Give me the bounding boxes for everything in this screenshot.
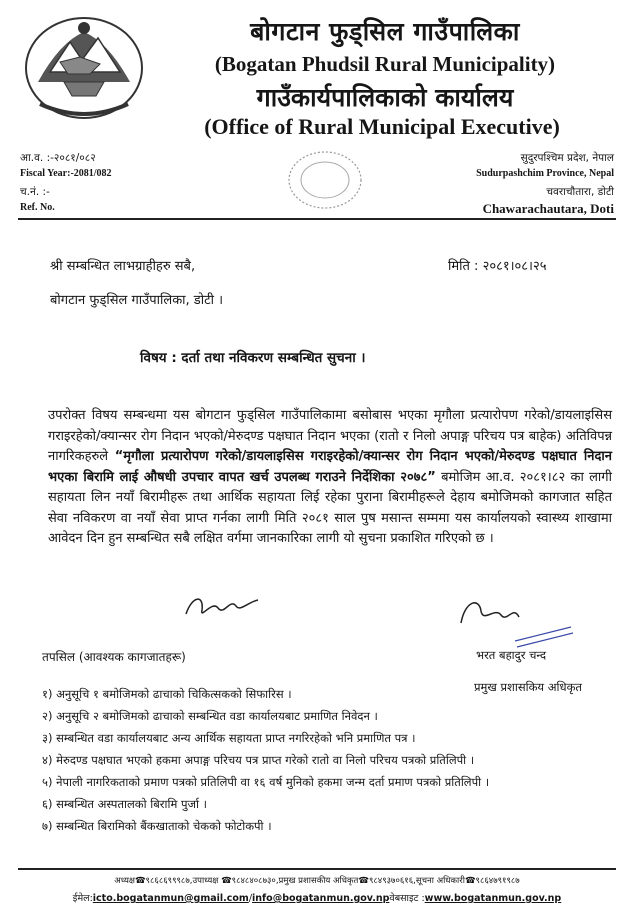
website-label: वेबसाइट : — [389, 893, 425, 904]
municipality-name-english: (Bogatan Phudsil Rural Municipality) — [214, 52, 556, 76]
list-item: १) अनुसूचि १ बमोजिमको ढाचाको चिकित्सकको सिफारिस । — [42, 687, 292, 701]
footer-contacts — [18, 891, 616, 904]
list-item: ४) मेरुदण्ड पक्षघात भएको हकमा अपाङ्ग परिचय पत्र प्राप्त गरेको रातो वा निलो परिचय पत्रको प्रतिलिपी । — [42, 753, 475, 767]
municipality-name-nepali: बोगटान फुड्सिल गाउँपालिका — [250, 17, 520, 46]
signatory-title: प्रमुख प्रशासकिय अधिकृत — [474, 680, 582, 694]
footer-phone-numbers: अध्यक्ष☎९८६८६९९९८७,उपाध्यक्ष ☎९८४८४०८७३०,प्रमुख प्रशासकीय अधिकृत☎९८४९३७०६१६,सूचना अधिकारी☎९८६४७९१९८७ — [114, 876, 520, 886]
addressee-line-1: श्री सम्बन्धित लाभग्राहीहरु सबै, — [50, 259, 196, 274]
footer-divider — [18, 868, 616, 870]
list-item: ३) सम्बन्धित वडा कार्यालयबाट अन्य आर्थिक सहायता प्राप्त नगरिरहेको भनि प्रमाणित पत्र । — [42, 731, 416, 745]
fiscal-year-nepali: आ.व. :-२०८१/०८२ — [20, 152, 96, 164]
handwritten-signature-left — [178, 590, 268, 624]
letter-date: मिति : २०८१।०८।२५ — [448, 259, 547, 274]
email-link-icto[interactable]: icto.bogatanmun@gmail.com — [92, 893, 249, 904]
addressee-line-2: बोगटान फुड्सिल गाउँपालिका, डोटी । — [50, 293, 224, 308]
nepal-emblem-logo — [20, 12, 148, 122]
body-text-instructions: बमोजिम आ.व. २०८१।८२ का लागी सहायता लिन नयाँ बिरामीहरू तथा आर्थिक सहायता लिई रहेका पुराना बिरामीहरूले देहाय बमोजिमको कागजात सहित सेवा नविकरण वा नयाँ सेवा प्राप्त गर्नका लागी मिति २०८१ साल पुष मसान्त सम्ममा यस कार्यालयको स्वास्थ्य शाखामा आवेदन दिन हुन सम्बन्धित सबै लक्षित वर्गमा जानकारिका लागी यो सुचना प्रकाशित गरिएको छ । — [48, 469, 612, 546]
list-item: २) अनुसूचि २ बमोजिमको ढाचाको सम्बन्धित वडा कार्यालयबाट प्रमाणित निवेदन । — [42, 709, 378, 723]
ref-no-nepali: च.नं. :- — [20, 186, 50, 198]
fiscal-year-english: Fiscal Year:-2081/082 — [20, 168, 112, 179]
place-nepali: चवराचौतारा, डोटी — [546, 186, 614, 198]
annex-title: तपसिल (आवश्यक कागजातहरू) — [42, 650, 186, 664]
list-item: ६) सम्बन्धित अस्पतालको बिरामि पुर्जा । — [42, 797, 208, 811]
email-label: ईमेल: — [72, 893, 93, 904]
place-english: Chawarachautara, Doti — [482, 201, 614, 216]
list-item: ७) सम्बन्धित बिरामिको बैंकखाताको चेकको फोटोकपी । — [42, 819, 272, 833]
list-item: ५) नेपाली नागरिकताको प्रमाण पत्रको प्रतिलिपी वा १६ वर्ष मुनिको हकमा जन्म दर्ता प्रमाण पत्रको प्रतिलिपी । — [42, 775, 490, 789]
body-text-intro: उपरोक्त विषय सम्बन्धमा यस बोगटान फुड्सिल गाउँपालिकामा बसोबास भएका मृगौला प्रत्यारोपण गरेको/डायलाइसिस गराइरहेको/क्यान्सर रोग निदान भएको/मेरुदण्ड पक्षघात निदान भएका (रातो र निलो अपाङ्ग परिचय पत्र बाहेक) अतिविपन्न नागरिकहरुले — [48, 408, 612, 464]
office-seal-stamp — [285, 148, 365, 212]
handwritten-signature-and-stamp — [455, 593, 575, 653]
letter-body — [48, 406, 612, 550]
required-documents-list — [42, 683, 489, 837]
office-name-nepali: गाउँकार्यपालिकाको कार्यालय — [256, 83, 514, 112]
office-name-english: (Office of Rural Municipal Executive) — [204, 114, 560, 139]
signatory-name: भरत बहादुर चन्द — [476, 648, 547, 662]
province-nepali: सुदुरपश्चिम प्रदेश, नेपाल — [520, 152, 614, 164]
website-link[interactable]: www.bogatanmun.gov.np — [424, 893, 562, 904]
ref-no-english: Ref. No. — [20, 202, 55, 213]
header-divider — [18, 218, 616, 220]
province-english: Sudurpashchim Province, Nepal — [476, 168, 614, 179]
body-text-directive-title: “मृगौला प्रत्यारोपण गरेको/डायलाइसिस गराइरहेको/क्यान्सर रोग निदान भएको/मेरुदण्ड पक्षघात निदान भएका बिरामि लाई औषधी उपचार वापत खर्च उपलब्ध गराउने निर्देशिका २०७८” — [48, 449, 612, 485]
email-separator: / — [248, 893, 253, 904]
email-link-info[interactable]: info@bogatanmun.gov.np — [252, 893, 390, 904]
letter-subject: विषय : दर्ता तथा नविकरण सम्बन्धित सुचना । — [140, 350, 366, 366]
